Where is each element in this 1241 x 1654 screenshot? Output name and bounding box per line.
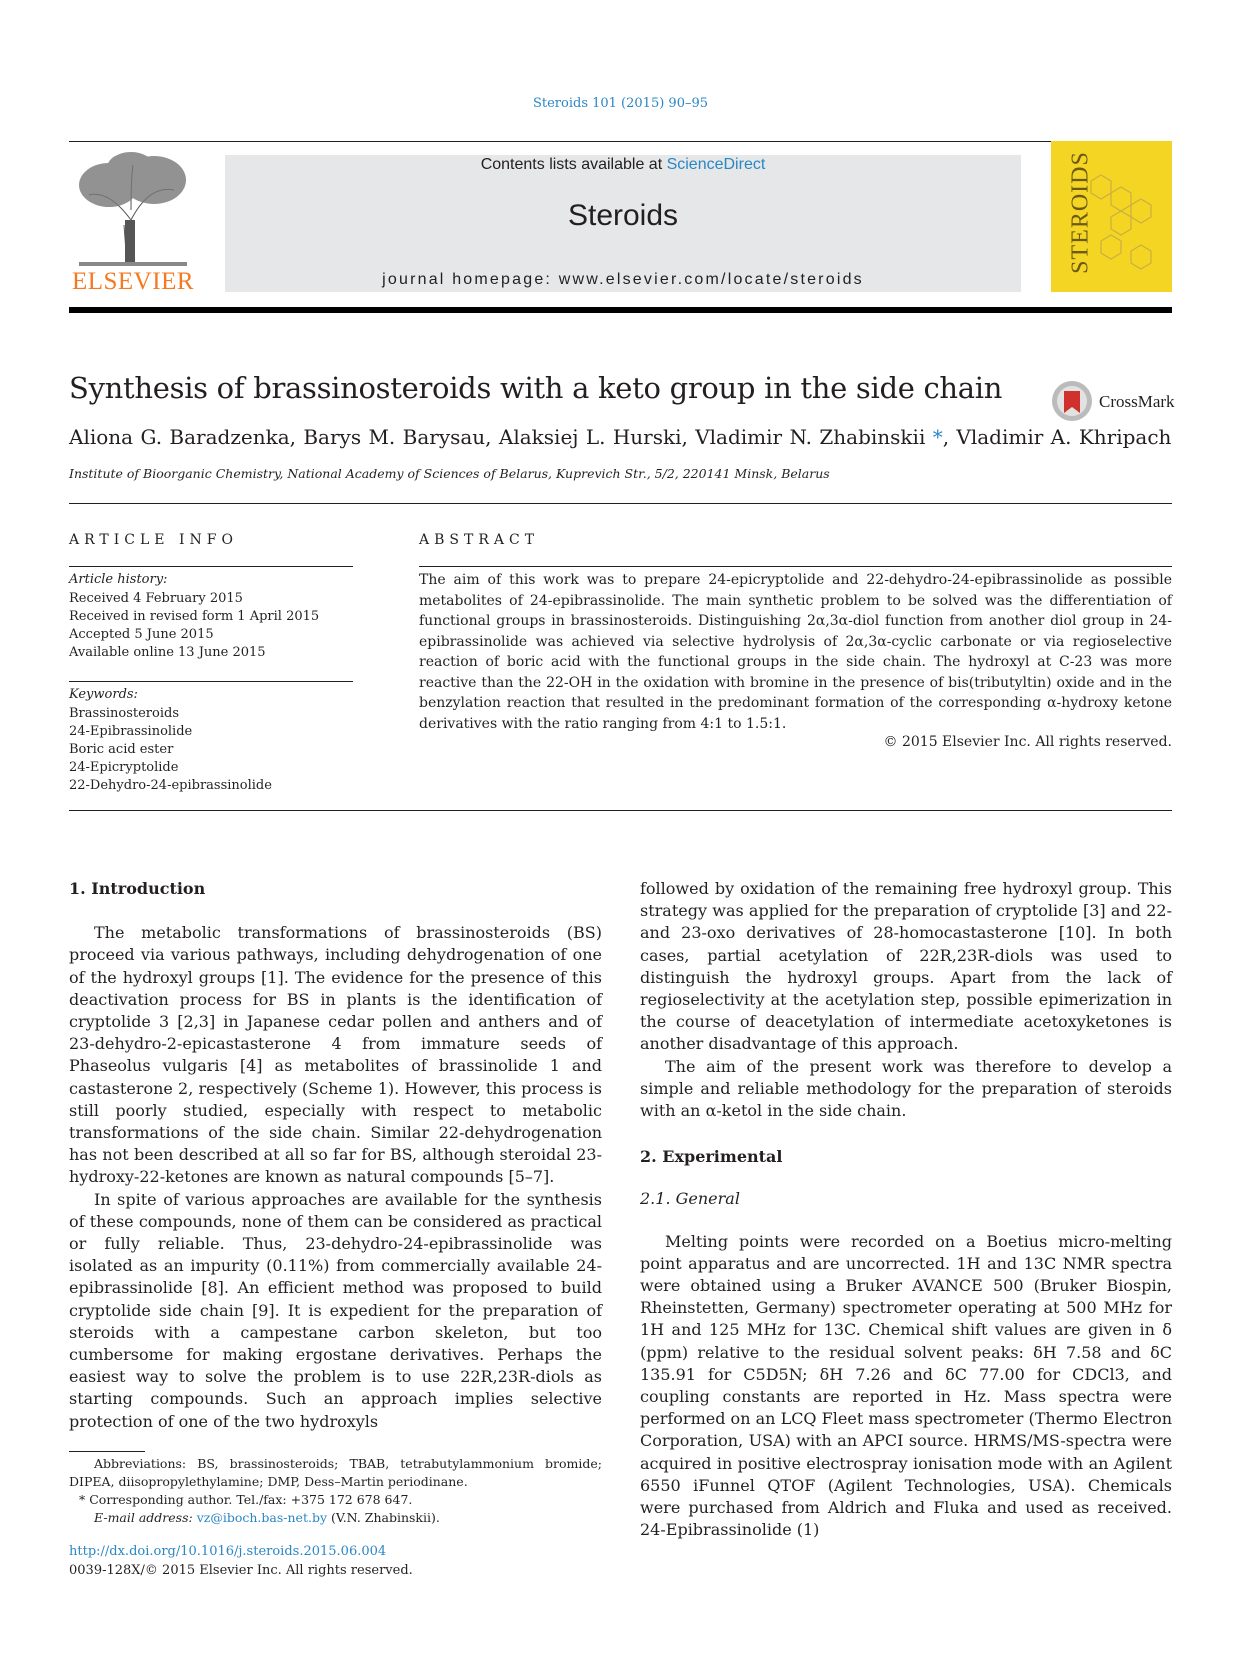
copyright: © 2015 Elsevier Inc. All rights reserved.: [883, 734, 1172, 750]
general-heading: 2.1. General: [640, 1189, 740, 1209]
keywords-rule: [69, 681, 353, 682]
intro-paragraph-2: In spite of various approaches are available for the synthesis of these compounds, none of them can be considered as practical or fully reliable. Thus, 23-dehydro-24-epibrassinolide was isolated as an impurity (0.11%) from commercially available 24-epibrassinolide [8]. An efficient method was proposed to build cryptolide side chain [9]. It is expedient for the preparation of steroids with a campestane carbon skeleton, but too cumbersome for making ergostane derivatives. Perhaps the easiest way to solve the problem is to use 22R,23R-diols as starting compounds. Such an approach implies selective protection of one of the two hydroxyls: [69, 1189, 602, 1431]
keyword: 24-Epicryptolide: [69, 760, 179, 775]
doi-link[interactable]: http://dx.doi.org/10.1016/j.steroids.2015.06.004: [69, 1544, 387, 1559]
body-left-column: [69, 878, 602, 1433]
keyword: Brassinosteroids: [69, 706, 179, 721]
article-title: Synthesis of brassinosteroids with a keto group in the side chain: [69, 371, 1003, 405]
journal-cover-image: [1051, 141, 1172, 292]
abstract-heading: ABSTRACT: [419, 532, 540, 548]
footnotes: [69, 1455, 602, 1527]
journal-citation[interactable]: Steroids 101 (2015) 90–95: [532, 96, 709, 111]
history-item: Available online 13 June 2015: [69, 645, 266, 660]
header-thick-rule: [69, 307, 1172, 313]
keyword: 22-Dehydro-24-epibrassinolide: [69, 778, 272, 793]
author-list: [69, 425, 1171, 449]
keywords-list: [69, 705, 272, 795]
article-info-rule: [69, 566, 353, 567]
email-link[interactable]: vz@iboch.bas-net.by: [196, 1510, 328, 1525]
body-right-column: [640, 878, 1172, 1541]
issn-line: 0039-128X/© 2015 Elsevier Inc. All rights reserved.: [69, 1563, 413, 1578]
intro-heading: 1. Introduction: [69, 879, 206, 898]
intro-paragraph-1: The metabolic transformations of brassinosteroids (BS) proceed via various pathways, including dehydrogenation of one of the hydroxyl groups [1]. The evidence for the presence of this deactivation process for BS in plants is the identification of cryptolide 3 [2,3] in Japanese cedar pollen and anthers and of 23-dehydro-2-epicastasterone 4 from immature seeds of Phaseolus vulgaris [4] as metabolites of brassinolide 1 and castasterone 2, respectively (Scheme 1). However, this process is still poorly studied, especially with respect to metabolic transformations of the side chain. Similar 22-dehydrogenation has not been described at all so far for BS, although steroidal 23-hydroxy-22-ketones are known as natural compounds [5–7].: [69, 923, 602, 1187]
journal-name: Steroids: [567, 199, 679, 232]
email-note: [69, 1509, 602, 1527]
affiliation-rule: [69, 503, 1172, 504]
keywords-heading: Keywords:: [69, 687, 138, 702]
abbreviations-note: Abbreviations: BS, brassinosteroids; TBAB, tetrabutylammonium bromide; DIPEA, diisopropylethylamine; DMP, Dess–Martin periodinane.: [69, 1456, 602, 1489]
history-item: Received in revised form 1 April 2015: [69, 609, 320, 624]
article-info-heading: ARTICLE INFO: [69, 532, 238, 548]
history-item: Received 4 February 2015: [69, 591, 243, 606]
cover-title: STEROIDS: [1067, 151, 1094, 274]
keyword: 24-Epibrassinolide: [69, 724, 193, 739]
abstract-bottom-rule: [69, 810, 1172, 811]
corresponding-note: * Corresponding author. Tel./fax: +375 172 678 647.: [79, 1492, 413, 1507]
contents-line: [225, 155, 1021, 174]
contents-prefix: Contents lists available at: [480, 156, 667, 173]
history-list: [69, 590, 319, 662]
right-paragraph-1: followed by oxidation of the remaining free hydroxyl group. This strategy was applied for the preparation of cryptolide [3] and 22- and 23-oxo derivatives of 28-homocastasterone [10]. In both cases, partial acetylation of 22R,23R-diols was used to distinguish the hydroxyl groups. Apart from the lack of regioselectivity at the acetylation step, possible epimerization in the course of deacetylation of intermediate acetoxyketones is another disadvantage of this approach.: [640, 879, 1172, 1054]
authors-tail: , Vladimir A. Khripach: [942, 425, 1172, 449]
abstract-text: The aim of this work was to prepare 24-epicryptolide and 22-dehydro-24-epibrassinolide as possible metabolites of 24-epibrassinolide. The main synthetic problem to be solved was the differentiation of functional groups in brassinosteroids. Distinguishing 2α,3α-diol function from another diol group in 24-epibrassinolide was achieved via selective hydrolysis of 2α,3α-cyclic carbonate or via regioselective reaction of boric acid with the functional groups in the side chain. The hydroxyl at C-23 was more reactive than the 22-OH in the oxidation with bromine in the presence of bis(tributyltin) oxide and in the benzylation reaction that resulted in the predominant formation of the corresponding α-hydroxy ketone derivatives with the ratio ranging from 4:1 to 1.5:1.: [419, 572, 1172, 732]
journal-homepage[interactable]: journal homepage: www.elsevier.com/locate/steroids: [382, 271, 864, 288]
experimental-heading: 2. Experimental: [640, 1147, 783, 1167]
abstract-rule: [419, 566, 1172, 567]
footnote-rule: [69, 1451, 145, 1452]
general-paragraph: Melting points were recorded on a Boetius micro-melting point apparatus and are uncorrected. 1H and 13C NMR spectra were obtained using a Bruker AVANCE 500 (Bruker Biospin, Rheinstetten, Germany) spectrometer operating at 500 MHz for 1H and 125 MHz for 13C. Chemical shift values are given in δ (ppm) relative to the residual solvent peaks: δH 7.58 and δC 135.91 for C5D5N; δH 7.26 and δC 77.00 for CDCl3, and coupling constants are reported in Hz. Mass spectra were performed on an LCQ Fleet mass spectrometer (Thermo Electron Corporation, USA) with an APCI source. HRMS/MS-spectra were acquired in positive electrospray ionisation mode with an Agilent 6550 iFunnel QTOF (Agilent Technologies, USA). Chemicals were purchased from Aldrich and Fluka and used as received. 24-Epibrassinolide (1): [640, 1231, 1172, 1540]
authors-main: Aliona G. Baradzenka, Barys M. Barysau, Alaksiej L. Hurski, Vladimir N. Zhabinskii: [69, 425, 926, 449]
corresponding-author-mark[interactable]: *: [925, 425, 943, 449]
right-paragraph-2: The aim of the present work was therefore to develop a simple and reliable methodology for the preparation of steroids with an α-ketol in the side chain.: [640, 1056, 1172, 1121]
affiliation: Institute of Bioorganic Chemistry, National Academy of Sciences of Belarus, Kuprevich Str., 5/2, 220141 Minsk, Belarus: [69, 466, 830, 481]
elsevier-wordmark: ELSEVIER: [71, 268, 195, 295]
header-rule: [69, 141, 1172, 142]
sciencedirect-link[interactable]: ScienceDirect: [666, 156, 766, 173]
crossmark-label[interactable]: CrossMark: [1099, 392, 1175, 411]
history-heading: Article history:: [69, 572, 168, 587]
history-item: Accepted 5 June 2015: [69, 627, 214, 642]
keyword: Boric acid ester: [69, 742, 174, 757]
email-label: E-mail address:: [94, 1510, 197, 1525]
email-suffix: (V.N. Zhabinskii).: [327, 1510, 440, 1525]
journal-banner: [225, 155, 1021, 292]
crossmark-icon[interactable]: [1050, 379, 1094, 427]
